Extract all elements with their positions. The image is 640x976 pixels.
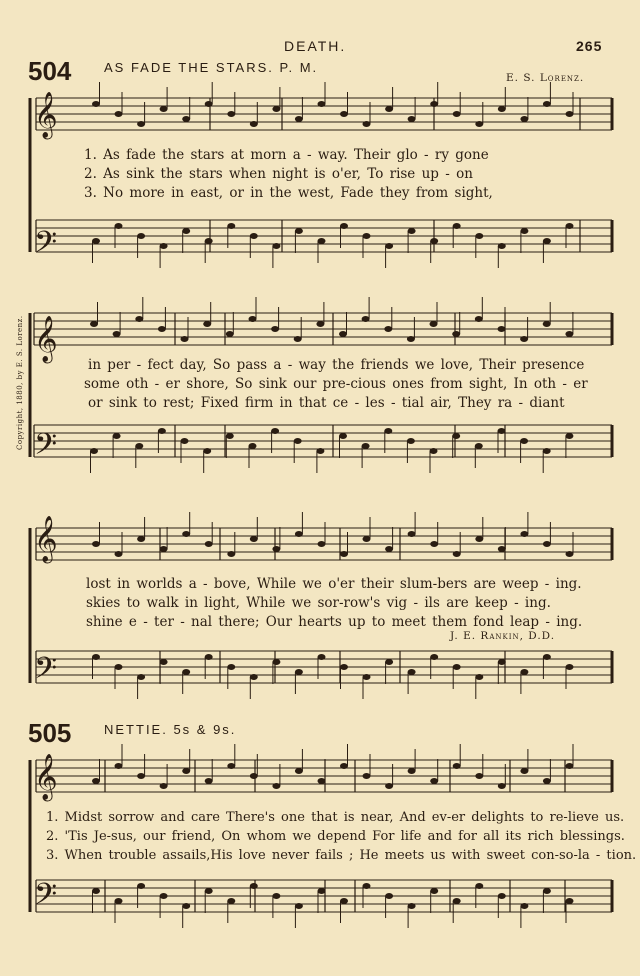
note-head bbox=[408, 768, 416, 774]
copyright-notice: Copyright, 1880, by E. S. Lorenz. bbox=[16, 315, 24, 450]
lyric-line: 3. When trouble assails,His love never fails ; He meets us with sweet con-so-la - tion. bbox=[46, 848, 637, 863]
note-head bbox=[137, 773, 145, 779]
note-head bbox=[566, 551, 574, 557]
note-head bbox=[295, 903, 303, 909]
note-head bbox=[160, 243, 168, 249]
note-head bbox=[271, 428, 279, 434]
note-head bbox=[543, 321, 551, 327]
note-head bbox=[498, 783, 506, 789]
note-head bbox=[318, 238, 326, 244]
note-head bbox=[113, 433, 121, 439]
note-head bbox=[203, 448, 211, 454]
note-head bbox=[135, 316, 143, 322]
note-head bbox=[566, 898, 574, 904]
note-head bbox=[498, 546, 506, 552]
lyric-line: 3. No more in east, or in the west, Fade they from sight, bbox=[84, 185, 493, 201]
note-head bbox=[137, 883, 145, 889]
note-head bbox=[453, 763, 461, 769]
note-head bbox=[115, 551, 123, 557]
note-head bbox=[475, 674, 483, 680]
lyric-line: 2. 'Tis Je-sus, our friend, On whom we depend For life and for all its rich blessings. bbox=[46, 829, 625, 844]
note-head bbox=[92, 888, 100, 894]
note-head bbox=[295, 116, 303, 122]
note-head bbox=[385, 659, 393, 665]
note-head bbox=[205, 654, 213, 660]
note-head bbox=[475, 233, 483, 239]
note-head bbox=[520, 531, 528, 537]
note-head bbox=[226, 331, 234, 337]
note-head bbox=[295, 531, 303, 537]
note-head bbox=[318, 101, 326, 107]
note-head bbox=[543, 888, 551, 894]
note-head bbox=[272, 106, 280, 112]
note-head bbox=[205, 541, 213, 547]
note-head bbox=[115, 664, 123, 670]
note-head bbox=[182, 903, 190, 909]
note-head bbox=[384, 428, 392, 434]
note-head bbox=[520, 116, 528, 122]
note-head bbox=[250, 233, 258, 239]
note-head bbox=[566, 111, 574, 117]
note-head bbox=[205, 778, 213, 784]
note-head bbox=[160, 546, 168, 552]
lyric-line: in per - fect day, So pass a - way the friends we love, Their presence bbox=[88, 357, 585, 373]
note-head bbox=[498, 243, 506, 249]
note-head bbox=[227, 763, 235, 769]
note-head bbox=[205, 238, 213, 244]
note-head bbox=[430, 101, 438, 107]
note-head bbox=[543, 101, 551, 107]
note-head bbox=[362, 316, 370, 322]
note-head bbox=[316, 321, 324, 327]
note-head bbox=[520, 768, 528, 774]
lyric-line: some oth - er shore, So sink our pre-cious ones from sight, In oth - er bbox=[84, 376, 588, 392]
note-head bbox=[566, 763, 574, 769]
note-head bbox=[295, 228, 303, 234]
note-head bbox=[92, 778, 100, 784]
note-head bbox=[543, 654, 551, 660]
note-head bbox=[250, 883, 258, 889]
note-head bbox=[475, 773, 483, 779]
note-head bbox=[339, 433, 347, 439]
note-head bbox=[453, 898, 461, 904]
note-head bbox=[340, 898, 348, 904]
note-head bbox=[182, 228, 190, 234]
treble-clef-icon: 𝄞 bbox=[34, 316, 58, 362]
note-head bbox=[295, 768, 303, 774]
page-number: 265 bbox=[576, 38, 603, 54]
note-head bbox=[181, 438, 189, 444]
note-head bbox=[340, 223, 348, 229]
note-head bbox=[385, 546, 393, 552]
note-head bbox=[205, 101, 213, 107]
note-head bbox=[385, 783, 393, 789]
note-head bbox=[90, 448, 98, 454]
note-head bbox=[498, 106, 506, 112]
note-head bbox=[318, 541, 326, 547]
note-head bbox=[227, 664, 235, 670]
treble-clef-icon: 𝄞 bbox=[34, 92, 58, 138]
note-head bbox=[203, 321, 211, 327]
note-head bbox=[384, 326, 392, 332]
note-head bbox=[453, 551, 461, 557]
note-head bbox=[250, 121, 258, 127]
note-head bbox=[160, 659, 168, 665]
note-head bbox=[430, 654, 438, 660]
note-head bbox=[339, 331, 347, 337]
note-head bbox=[90, 321, 98, 327]
note-head bbox=[294, 438, 302, 444]
note-head bbox=[158, 326, 166, 332]
note-head bbox=[226, 433, 234, 439]
note-head bbox=[520, 228, 528, 234]
note-head bbox=[566, 664, 574, 670]
note-head bbox=[430, 238, 438, 244]
note-head bbox=[453, 664, 461, 670]
lyric-line: 1. Midst sorrow and care There's one that is near, And ev-er delights to re-lieve us. bbox=[46, 810, 625, 825]
note-head bbox=[205, 888, 213, 894]
note-head bbox=[92, 238, 100, 244]
note-head bbox=[498, 326, 506, 332]
note-head bbox=[316, 448, 324, 454]
treble-clef-icon: 𝄞 bbox=[34, 516, 58, 562]
note-head bbox=[137, 121, 145, 127]
note-head bbox=[340, 664, 348, 670]
note-head bbox=[452, 433, 460, 439]
note-head bbox=[475, 316, 483, 322]
note-head bbox=[430, 778, 438, 784]
note-head bbox=[250, 674, 258, 680]
note-head bbox=[249, 316, 257, 322]
note-head bbox=[475, 536, 483, 542]
note-head bbox=[182, 768, 190, 774]
note-head bbox=[520, 336, 528, 342]
note-head bbox=[294, 336, 302, 342]
note-head bbox=[115, 898, 123, 904]
note-head bbox=[430, 321, 438, 327]
note-head bbox=[453, 223, 461, 229]
note-head bbox=[543, 541, 551, 547]
note-head bbox=[385, 106, 393, 112]
lyric-line: 1. As fade the stars at morn a - way. Their glo - ry gone bbox=[84, 147, 489, 163]
note-head bbox=[520, 903, 528, 909]
note-head bbox=[182, 116, 190, 122]
note-head bbox=[272, 243, 280, 249]
note-head bbox=[520, 669, 528, 675]
note-head bbox=[137, 536, 145, 542]
note-head bbox=[250, 536, 258, 542]
note-head bbox=[452, 331, 460, 337]
note-head bbox=[340, 763, 348, 769]
author-credit: J. E. Rankin, D.D. bbox=[450, 630, 556, 642]
note-head bbox=[160, 893, 168, 899]
note-head bbox=[565, 433, 573, 439]
note-head bbox=[385, 243, 393, 249]
note-head bbox=[453, 111, 461, 117]
note-head bbox=[363, 883, 371, 889]
hymn-number: 505 bbox=[28, 718, 72, 748]
note-head bbox=[408, 116, 416, 122]
note-head bbox=[340, 111, 348, 117]
note-head bbox=[182, 669, 190, 675]
note-head bbox=[272, 783, 280, 789]
hymn-number: 504 bbox=[28, 56, 72, 86]
bass-clef-icon: 𝄢 bbox=[34, 428, 58, 469]
hymn-title: AS FADE THE STARS. P. M. bbox=[104, 60, 319, 75]
note-head bbox=[385, 893, 393, 899]
note-head bbox=[115, 763, 123, 769]
note-head bbox=[249, 443, 257, 449]
note-head bbox=[408, 903, 416, 909]
note-head bbox=[272, 893, 280, 899]
note-head bbox=[92, 541, 100, 547]
note-head bbox=[430, 888, 438, 894]
note-head bbox=[543, 778, 551, 784]
note-head bbox=[407, 336, 415, 342]
bass-clef-icon: 𝄢 bbox=[34, 652, 58, 693]
note-head bbox=[363, 121, 371, 127]
note-head bbox=[227, 111, 235, 117]
note-head bbox=[430, 541, 438, 547]
note-head bbox=[181, 336, 189, 342]
note-head bbox=[566, 223, 574, 229]
bass-clef-icon: 𝄢 bbox=[34, 226, 58, 267]
note-head bbox=[272, 546, 280, 552]
note-head bbox=[565, 331, 573, 337]
note-head bbox=[318, 778, 326, 784]
note-head bbox=[137, 674, 145, 680]
note-head bbox=[498, 428, 506, 434]
note-head bbox=[158, 428, 166, 434]
lyric-line: shine e - ter - nal there; Our hearts up to meet them fond leap - ing. bbox=[86, 614, 583, 630]
bass-clef-icon: 𝄢 bbox=[34, 878, 58, 919]
note-head bbox=[272, 659, 280, 665]
note-head bbox=[363, 536, 371, 542]
note-head bbox=[227, 223, 235, 229]
note-head bbox=[408, 669, 416, 675]
section-title: DEATH. bbox=[284, 38, 347, 54]
note-head bbox=[408, 228, 416, 234]
note-head bbox=[363, 773, 371, 779]
note-head bbox=[318, 888, 326, 894]
note-head bbox=[363, 233, 371, 239]
note-head bbox=[340, 551, 348, 557]
note-head bbox=[160, 783, 168, 789]
note-head bbox=[92, 654, 100, 660]
hymn-title: NETTIE. 5s & 9s. bbox=[104, 722, 237, 737]
note-head bbox=[227, 898, 235, 904]
note-head bbox=[113, 331, 121, 337]
note-head bbox=[543, 448, 551, 454]
note-head bbox=[498, 893, 506, 899]
note-head bbox=[227, 551, 235, 557]
note-head bbox=[115, 111, 123, 117]
note-head bbox=[362, 443, 370, 449]
note-head bbox=[408, 531, 416, 537]
treble-clef-icon: 𝄞 bbox=[34, 754, 58, 800]
note-head bbox=[520, 438, 528, 444]
note-head bbox=[92, 101, 100, 107]
note-head bbox=[475, 883, 483, 889]
note-head bbox=[543, 238, 551, 244]
note-head bbox=[250, 773, 258, 779]
note-head bbox=[137, 233, 145, 239]
note-head bbox=[115, 223, 123, 229]
note-head bbox=[498, 659, 506, 665]
note-head bbox=[430, 448, 438, 454]
lyric-line: or sink to rest; Fixed firm in that ce - les - tial air, They ra - diant bbox=[88, 395, 565, 411]
note-head bbox=[475, 121, 483, 127]
note-head bbox=[295, 669, 303, 675]
note-head bbox=[182, 531, 190, 537]
composer-credit: E. S. Lorenz. bbox=[506, 72, 585, 84]
note-head bbox=[318, 654, 326, 660]
note-head bbox=[475, 443, 483, 449]
note-head bbox=[160, 106, 168, 112]
note-head bbox=[271, 326, 279, 332]
lyric-line: skies to walk in light, While we sor-row's vig - ils are keep - ing. bbox=[86, 595, 551, 611]
note-head bbox=[407, 438, 415, 444]
lyric-line: 2. As sink the stars when night is o'er, To rise up - on bbox=[84, 166, 473, 182]
note-head bbox=[363, 674, 371, 680]
note-head bbox=[135, 443, 143, 449]
lyric-line: lost in worlds a - bove, While we o'er their slum-bers are weep - ing. bbox=[86, 576, 582, 592]
